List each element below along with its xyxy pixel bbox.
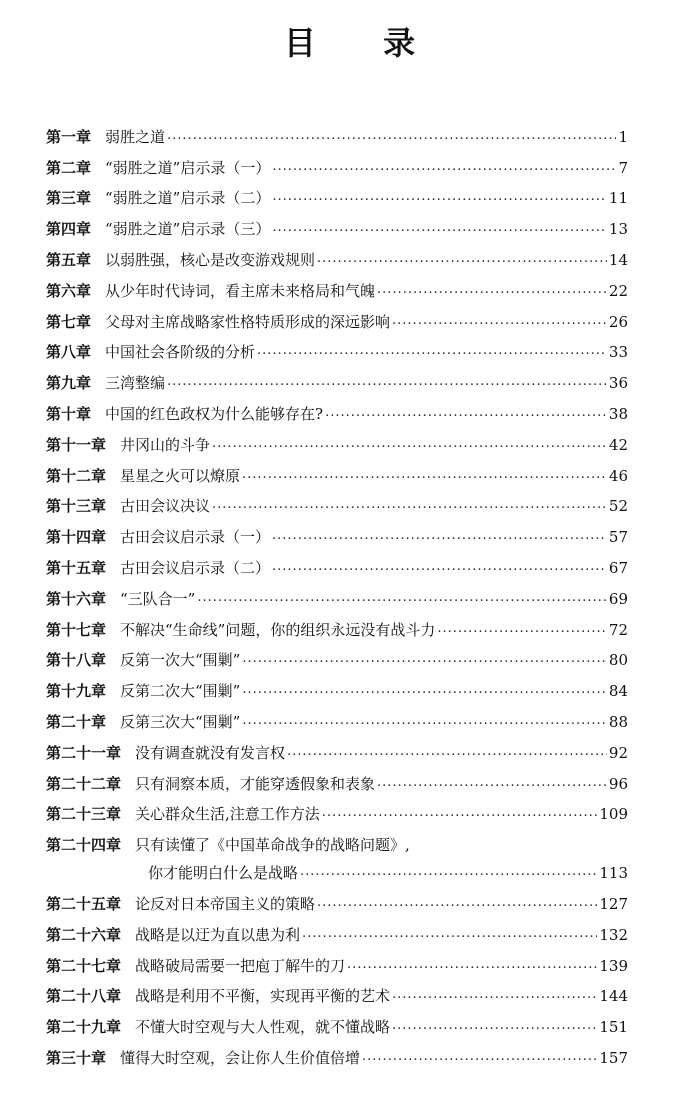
dot-leader xyxy=(272,157,616,177)
dot-leader xyxy=(317,893,597,913)
chapter-number: 第二十二章 xyxy=(46,774,122,793)
dot-leader xyxy=(302,924,597,944)
chapter-number: 第二十六章 xyxy=(46,925,122,944)
chapter-title: 只有洞察本质，才能穿透假象和表象 xyxy=(135,774,376,793)
dot-leader xyxy=(212,495,607,515)
chapter-title: 以弱胜强，核心是改变游戏规则 xyxy=(105,250,316,269)
dot-leader xyxy=(242,711,607,731)
page-number: 14 xyxy=(608,250,628,269)
dot-leader xyxy=(212,434,607,454)
chapter-title: 反第二次大“围剿” xyxy=(120,682,241,701)
toc-entry[interactable] xyxy=(46,1037,628,1068)
dot-leader xyxy=(197,588,607,608)
toc-entry[interactable] xyxy=(46,763,628,794)
dot-leader xyxy=(377,773,607,793)
chapter-number: 第二十九章 xyxy=(46,1018,122,1037)
chapter-title: 中国社会各阶级的分析 xyxy=(105,343,256,362)
page-number: 139 xyxy=(599,956,628,975)
chapter-title: 论反对日本帝国主义的策略 xyxy=(135,894,316,913)
dot-leader xyxy=(272,557,607,577)
chapter-number: 第四章 xyxy=(46,220,92,239)
dot-leader xyxy=(377,280,607,300)
toc-entry[interactable] xyxy=(46,824,628,855)
toc-entry[interactable] xyxy=(46,794,628,825)
chapter-number: 第十七章 xyxy=(46,620,107,639)
page-number: 36 xyxy=(608,374,628,393)
toc-entry[interactable] xyxy=(46,147,628,178)
page-number: 52 xyxy=(608,497,628,516)
chapter-number: 第八章 xyxy=(46,343,92,362)
chapter-title: 古田会议决议 xyxy=(120,497,211,516)
chapter-title: 战略是以迂为直以患为利 xyxy=(135,925,301,944)
chapter-number: 第十三章 xyxy=(46,497,107,516)
chapter-title: “三队合一” xyxy=(120,589,196,608)
page-number: 11 xyxy=(608,189,628,208)
toc-entry[interactable] xyxy=(46,178,628,209)
chapter-number: 第十九章 xyxy=(46,682,107,701)
chapter-number: 第二十七章 xyxy=(46,956,122,975)
page-number: 132 xyxy=(599,925,628,944)
page-number: 92 xyxy=(608,743,628,762)
chapter-number: 第十四章 xyxy=(46,528,107,547)
dot-leader xyxy=(287,742,607,762)
toc-entry[interactable] xyxy=(46,270,628,301)
chapter-title: “弱胜之道”启示录（二） xyxy=(105,189,271,208)
chapter-title: 三湾整编 xyxy=(105,374,166,393)
chapter-number: 第六章 xyxy=(46,281,92,300)
toc-entry[interactable] xyxy=(46,455,628,486)
chapter-number: 第七章 xyxy=(46,312,92,331)
chapter-title: 父母对主席战略家性格特质形成的深远影响 xyxy=(105,312,391,331)
chapter-number: 第十二章 xyxy=(46,466,107,485)
chapter-title: 没有调查就没有发言权 xyxy=(135,743,286,762)
page-number: 26 xyxy=(608,312,628,331)
chapter-title: 反第三次大“围剿” xyxy=(120,712,241,731)
chapter-number: 第一章 xyxy=(46,127,92,146)
page-number: 38 xyxy=(608,404,628,423)
chapter-title: 弱胜之道 xyxy=(105,127,166,146)
chapter-number: 第五章 xyxy=(46,250,92,269)
toc-entry[interactable] xyxy=(46,578,628,609)
chapter-number: 第二十四章 xyxy=(46,836,122,855)
chapter-title: 中国的红色政权为什么能够存在? xyxy=(105,404,324,423)
chapter-number: 第三十章 xyxy=(46,1048,107,1067)
chapter-title: 古田会议启示录（一） xyxy=(120,528,271,547)
dot-leader xyxy=(242,649,607,669)
page-number: 84 xyxy=(608,682,628,701)
dot-leader xyxy=(272,187,607,207)
chapter-title: 古田会议启示录（二） xyxy=(120,558,271,577)
toc-entry[interactable] xyxy=(46,208,628,239)
page-number: 7 xyxy=(618,158,628,177)
toc-entry[interactable] xyxy=(46,609,628,640)
chapter-number: 第十一章 xyxy=(46,435,107,454)
toc-entry[interactable] xyxy=(46,945,628,976)
page-number: 46 xyxy=(608,466,628,485)
page-title: 目 录 xyxy=(283,24,444,62)
chapter-title: 反第一次大“围剿” xyxy=(120,651,241,670)
chapter-title: 从少年时代诗词，看主席未来格局和气魄 xyxy=(105,281,376,300)
chapter-title: “弱胜之道”启示录（一） xyxy=(105,158,271,177)
dot-leader xyxy=(392,1016,597,1036)
page-number: 72 xyxy=(608,620,628,639)
dot-leader xyxy=(242,465,607,485)
chapter-number: 第二章 xyxy=(46,158,92,177)
toc-entry[interactable] xyxy=(46,393,628,424)
chapter-title: 不懂大时空观与大人性观，就不懂战略 xyxy=(135,1018,391,1037)
toc-entry-continuation[interactable] xyxy=(46,855,628,883)
toc-entry[interactable] xyxy=(46,701,628,732)
toc-entry[interactable] xyxy=(46,516,628,547)
chapter-title: 只有读懂了《中国革命战争的战略问题》, xyxy=(135,836,410,855)
toc-entry[interactable] xyxy=(46,883,628,914)
page-number: 57 xyxy=(608,528,628,547)
page-number: 13 xyxy=(608,220,628,239)
dot-leader xyxy=(437,619,607,639)
chapter-number: 第十八章 xyxy=(46,651,107,670)
page-number: 1 xyxy=(618,127,628,146)
chapter-number: 第二十三章 xyxy=(46,805,122,824)
dot-leader xyxy=(167,126,616,146)
page-number: 69 xyxy=(608,589,628,608)
page-number: 67 xyxy=(608,558,628,577)
dot-leader xyxy=(167,372,607,392)
chapter-number: 第二十一章 xyxy=(46,743,122,762)
page-number: 80 xyxy=(608,651,628,670)
chapter-title: 不解决“生命线”问题，你的组织永远没有战斗力 xyxy=(120,620,436,639)
page-number: 157 xyxy=(599,1048,628,1067)
chapter-number: 第十章 xyxy=(46,404,92,423)
dot-leader xyxy=(362,1047,597,1067)
chapter-title: 战略破局需要一把庖丁解牛的刀 xyxy=(135,956,346,975)
toc-entry[interactable] xyxy=(46,486,628,517)
dot-leader xyxy=(392,985,597,1005)
page-number: 113 xyxy=(599,864,628,883)
page-number: 22 xyxy=(608,281,628,300)
dot-leader xyxy=(300,862,597,882)
page-number: 96 xyxy=(608,774,628,793)
chapter-title: “弱胜之道”启示录（三） xyxy=(105,220,271,239)
toc-entry[interactable] xyxy=(46,976,628,1007)
dot-leader xyxy=(272,526,607,546)
toc-entry[interactable] xyxy=(46,732,628,763)
chapter-number: 第十五章 xyxy=(46,558,107,577)
dot-leader xyxy=(257,341,607,361)
chapter-title-continuation: 你才能明白什么是战略 xyxy=(148,864,299,883)
dot-leader xyxy=(322,803,598,823)
toc-entry[interactable] xyxy=(46,301,628,332)
page-number: 33 xyxy=(608,343,628,362)
chapter-title: 井冈山的斗争 xyxy=(120,435,211,454)
toc-entry[interactable] xyxy=(46,1006,628,1037)
toc-entry[interactable] xyxy=(46,332,628,363)
page-number: 42 xyxy=(608,435,628,454)
chapter-title: 战略是利用不平衡，实现再平衡的艺术 xyxy=(135,987,391,1006)
chapter-number: 第二十八章 xyxy=(46,987,122,1006)
chapter-title: 星星之火可以燎原 xyxy=(120,466,241,485)
chapter-number: 第三章 xyxy=(46,189,92,208)
page-number: 88 xyxy=(608,712,628,731)
chapter-number: 第二十五章 xyxy=(46,894,122,913)
toc-entry[interactable] xyxy=(46,362,628,393)
chapter-title: 关心群众生活,注意工作方法 xyxy=(135,805,320,824)
toc-entry[interactable] xyxy=(46,914,628,945)
page-number: 109 xyxy=(599,805,628,824)
chapter-number: 第九章 xyxy=(46,374,92,393)
page-number: 151 xyxy=(599,1018,628,1037)
toc-entry[interactable] xyxy=(46,116,628,147)
toc-entry[interactable] xyxy=(46,670,628,701)
toc-entry[interactable] xyxy=(46,640,628,671)
chapter-number: 第十六章 xyxy=(46,589,107,608)
dot-leader xyxy=(392,311,607,331)
toc-entry[interactable] xyxy=(46,239,628,270)
chapter-title: 懂得大时空观，会让你人生价值倍增 xyxy=(120,1048,361,1067)
dot-leader xyxy=(347,955,597,975)
dot-leader xyxy=(272,218,607,238)
dot-leader xyxy=(242,680,607,700)
chapter-number: 第二十章 xyxy=(46,712,107,731)
toc-entry[interactable] xyxy=(46,547,628,578)
dot-leader xyxy=(325,403,607,423)
toc-entry[interactable] xyxy=(46,424,628,455)
table-of-contents xyxy=(46,116,628,1068)
page-number: 127 xyxy=(599,894,628,913)
page-number: 144 xyxy=(599,987,628,1006)
dot-leader xyxy=(317,249,607,269)
